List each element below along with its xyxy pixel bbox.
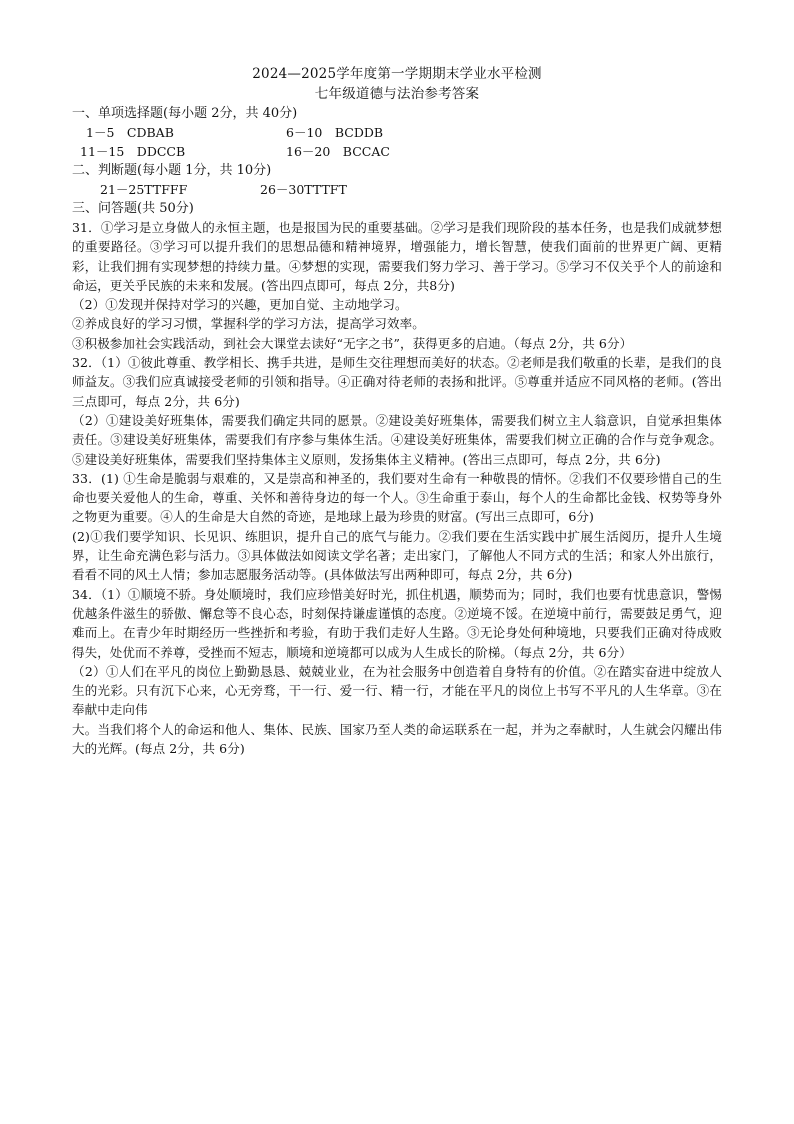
choice-answers-6-10: 6－10 BCDDB [286,125,384,140]
choice-answers-1-5: 1－5 CDBAB [86,125,174,140]
answer-paragraph: （2）①建设美好班集体，需要我们确定共同的愿景。②建设美好班集体，需要我们树立主人翁意识，自觉承担集体责任。③建设美好班集体，需要我们有序参与集体生活。④建设美好班集体，需要我们树立正确的合作与竞争观念。⑤建设美好班集体，需要我们坚持集体主义原则，发扬集体主义精神。(答出三点即可，每点 2分，共 6分) [72,412,722,467]
answer-paragraph: ②养成良好的学习习惯，掌握科学的学习方法，提高学习效率。 [72,316,425,332]
judge-answers-row [72,180,722,199]
answer-paragraph: （2）①发现并保持对学习的兴趣，更加自觉、主动地学习。 [72,297,408,313]
judge-answers-26-30: 26－30TTTFT [260,182,347,197]
answer-paragraph: (2)①我们要学知识、长见识、练胆识，提升自己的底气与能力。②我们要在生活实践中扩展生活阅历，提升人生境界，让生命充满色彩与活力。③具体做法如阅读文学名著；走出家门，了解他人不同方式的生活；和家人外出旅行，看看不同的风土人情；参加志愿服务活动等。(具体做法写出两种即可，每点 2分，共 6分) [72,528,722,583]
answer-paragraph: 大。当我们将个人的命运和他人、集体、民族、国家乃至人类的命运联系在一起，并为之奉献时，人生就会闪耀出伟大的光辉。(每点 2分，共 6分) [72,721,722,757]
answer-sheet [72,64,722,758]
answer-paragraph: （2）①人们在平凡的岗位上勤勤恳恳、兢兢业业，在为社会服务中创造着自身特有的价值。②在踏实奋进中绽放人生的光彩。只有沉下心来，心无旁骛，干一行、爱一行、精一行，才能在平凡的岗位上书写不平凡的人生华章。③在奉献中走向伟 [72,663,722,718]
choice-answers-row-2 [72,142,722,161]
answer-paragraph: 31．①学习是立身做人的永恒主题，也是报国为民的重要基础。②学习是我们现阶段的基本任务，也是我们成就梦想的重要路径。③学习可以提升我们的思想品德和精神境界，增强能力，增长智慧，使我们面前的世界更广阔、更精彩，让我们拥有实现梦想的持续力量。④梦想的实现，需要我们努力学习、善于学习。⑤学习不仅关乎个人的前途和命运，更关乎民族的未来和发展。(答出四点即可，每点 2分，共8分) [72,220,722,293]
choice-heading: 一、单项选择题(每小题 2分，共 40分) [72,106,298,121]
qa-heading: 三、问答题(共 50分) [72,201,194,216]
answer-paragraph: 32．（1）①彼此尊重、教学相长、携手共进，是师生交往理想而美好的状态。②老师是我们敬重的长辈，是我们的良师益友。③我们应真诚接受老师的引领和指导。④正确对待老师的表扬和批评。⑤尊重并适应不同风格的老师。(答出三点即可，每点 2分，共 6分) [72,355,722,409]
choice-answers-row-1 [72,123,722,142]
choice-answers-16-20: 16－20 BCCAC [286,144,390,159]
answer-paragraph: 34．（1）①顺境不骄。身处顺境时，我们应珍惜美好时光，抓住机遇，顺势而为；同时，我们也要有忧患意识，警惕优越条件滋生的骄傲、懈怠等不良心态，时刻保持谦虚谨慎的态度。②逆境不馁。在逆境中前行，需要鼓足勇气，迎难而上。在青少年时期经历一些挫折和考验，有助于我们走好人生路。③无论身处何种境地，只要我们正确对待成败得失，处优而不养尊，受挫而不短志，顺境和逆境都可以成为人生成长的阶梯。（每点 2分，共 6分） [72,586,722,660]
judge-heading: 二、判断题(每小题 1分，共 10分) [72,163,272,178]
document-subtitle: 七年级道德与法治参考答案 [314,86,480,102]
choice-answers-11-15: 11－15 DDCCB [80,144,186,159]
judge-answers-21-25: 21－25TTFFF [100,182,188,197]
answer-paragraph: ③积极参加社会实践活动，到社会大课堂去读好“无字之书”，获得更多的启迪。（每点 2分，共 6分） [72,335,633,351]
document-title: 2024—2025学年度第一学期期末学业水平检测 [252,66,542,82]
answer-paragraph: 33．(1) ①生命是脆弱与艰难的，又是崇高和神圣的，我们要对生命有一种敬畏的情怀。②我们不仅要珍惜自己的生命也要关爱他人的生命，尊重、关怀和善待身边的每一个人。③生命重于泰山，每个人的生命都比金钱、权势等身外之物更为重要。④人的生命是大自然的奇迹，是地球上最为珍贵的财富。(写出三点即可，6分) [72,470,722,525]
